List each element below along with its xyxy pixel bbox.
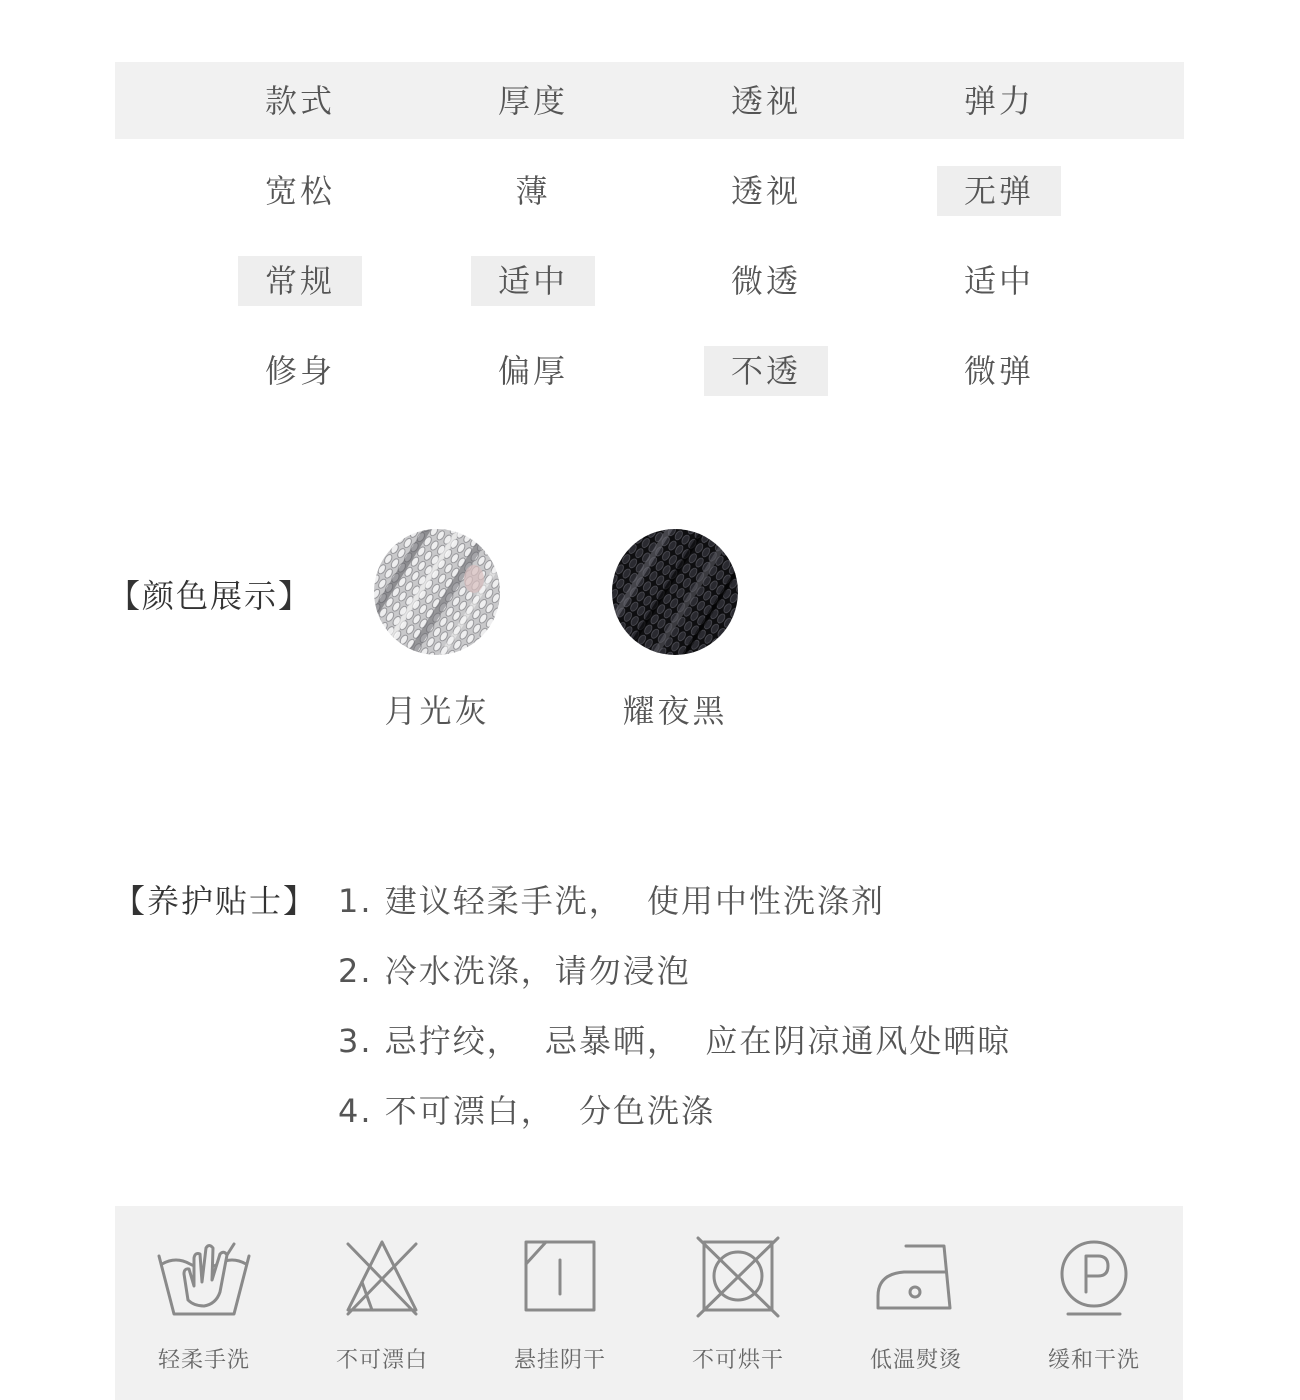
care-item-gentle-dry-clean — [1005, 1206, 1183, 1400]
care-label-no-bleach: 不可漂白 — [335, 1348, 428, 1373]
care-label-iron-low: 低温熨烫 — [869, 1348, 962, 1373]
option-transparency-slight: 微透 — [730, 262, 801, 300]
care-icons-panel — [115, 1206, 1183, 1400]
option-elasticity-medium: 适中 — [963, 262, 1034, 300]
header-style: 款式 — [264, 82, 335, 120]
silver-sequin-swatch[interactable] — [374, 529, 500, 655]
option-elasticity-slight: 微弹 — [963, 352, 1034, 390]
no-tumble-dry-icon — [688, 1234, 788, 1324]
option-transparency-sheer: 透视 — [730, 172, 801, 210]
header-elasticity: 弹力 — [963, 82, 1034, 120]
swatch-name-black: 耀夜黑 — [622, 692, 728, 730]
option-elasticity-none-selected: 无弹 — [937, 166, 1061, 216]
care-item-iron-low — [827, 1206, 1005, 1400]
option-thickness-thin: 薄 — [515, 172, 551, 210]
care-label-gentle-dry-clean: 缓和干洗 — [1047, 1348, 1140, 1373]
care-item-no-tumble-dry — [649, 1206, 827, 1400]
option-transparency-opaque-selected: 不透 — [704, 346, 828, 396]
care-label-no-tumble-dry: 不可烘干 — [691, 1348, 784, 1373]
care-item-line-dry-shade — [471, 1206, 649, 1400]
care-label-hand-wash: 轻柔手洗 — [157, 1348, 250, 1373]
option-thickness-thick: 偏厚 — [497, 352, 568, 390]
gentle-dry-clean-icon — [1044, 1234, 1144, 1324]
header-thickness: 厚度 — [497, 82, 568, 120]
care-tip-1: 1. 建议轻柔手洗， 使用中性洗涤剂 — [338, 882, 886, 920]
option-style-slim: 修身 — [264, 352, 335, 390]
option-style-regular-selected: 常规 — [238, 256, 362, 306]
line-dry-shade-icon — [510, 1234, 610, 1324]
care-label-line-dry-shade: 悬挂阴干 — [513, 1348, 606, 1373]
option-style-loose: 宽松 — [264, 172, 335, 210]
colors-section-label: 【颜色展示】 — [108, 577, 313, 615]
care-item-hand-wash — [115, 1206, 293, 1400]
option-thickness-medium-selected: 适中 — [471, 256, 595, 306]
no-bleach-icon — [332, 1234, 432, 1324]
care-section-label: 【养护贴士】 — [113, 882, 318, 920]
care-tip-4: 4. 不可漂白， 分色洗涤 — [338, 1092, 716, 1130]
care-tip-2: 2. 冷水洗涤，请勿浸泡 — [338, 952, 691, 990]
header-transparency: 透视 — [730, 82, 801, 120]
black-sequin-swatch[interactable] — [612, 529, 738, 655]
iron-low-icon — [866, 1234, 966, 1324]
care-item-no-bleach — [293, 1206, 471, 1400]
swatch-name-silver: 月光灰 — [384, 692, 490, 730]
hand-wash-icon — [154, 1234, 254, 1324]
care-tip-3: 3. 忌拧绞， 忌暴晒， 应在阴凉通风处晒晾 — [338, 1022, 1012, 1060]
